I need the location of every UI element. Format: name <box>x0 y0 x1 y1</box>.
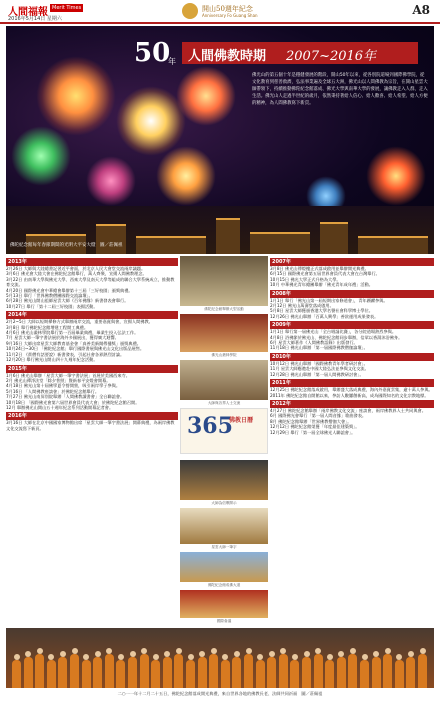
hero-title: 人間佛教時期 <box>188 49 267 64</box>
monk-head <box>211 648 217 654</box>
monk-figure <box>12 660 21 688</box>
year-heading: 2010年 <box>270 353 434 361</box>
hero-number-suffix: 年 <box>168 57 176 66</box>
timeline-event: 8月 佛陀紀念館舉辦「世界佛教僧伽大會」。 <box>270 418 352 424</box>
masthead <box>0 0 440 24</box>
monk-figure <box>82 660 91 688</box>
monk-figure <box>279 654 288 688</box>
anniversary-badge <box>182 3 272 19</box>
monk-head <box>292 654 298 660</box>
calendar-number: 365 <box>187 413 233 439</box>
photo-master-teaching: 大師為信眾開示 <box>180 460 268 500</box>
timeline-event: 2月12日 佛光山萬壽堂落成啟用。 <box>270 303 334 309</box>
timeline-event: 1月1日 舉行第一屆佛光山「全台唱誦比賽」，各分院道場熱烈參與。 <box>270 329 397 335</box>
photo-meeting: 大師與各界人士交流 <box>180 360 268 400</box>
monk-head <box>37 648 43 654</box>
monk-figure <box>383 654 392 688</box>
monk-figure <box>348 654 357 688</box>
monk-head <box>72 648 78 654</box>
timeline-event: 6月28日 佛光山開山祖師星雲大師《百年佛緣》新書發表會舉行。 <box>6 298 129 304</box>
timeline-event: 6月 星雲大師著作《人間佛教語錄》出版發行。 <box>270 340 358 346</box>
monk-figure <box>58 657 67 688</box>
monk-figure <box>360 660 369 688</box>
timeline-event: 10月24日~30日 「佛陀紀念館」舉行國際書展與佛光山文化出版品展售。 <box>6 346 145 352</box>
timeline-event: 6月15日 國際佛光會第五屆世界會員代表大會在台灣舉行。 <box>270 271 380 277</box>
year-heading: 2012年 <box>270 400 434 408</box>
photo-academy: 佛光山叢林學院 <box>180 314 268 352</box>
monk-figure <box>337 657 346 688</box>
year-heading: 2008年 <box>270 290 434 298</box>
monk-head <box>246 648 252 654</box>
timeline-event: 2月26日 大師與大陸總書記習近平會面，於北京人民大會堂交流兩岸議題。 <box>6 266 146 271</box>
monk-head <box>164 651 170 657</box>
monk-head <box>222 654 228 660</box>
monk-head <box>350 648 356 654</box>
timeline-event: 9月16日 大師出席星雲大師教育基金會「真善美新聞傳播獎」頒獎典禮。 <box>6 340 141 346</box>
timeline-event: 5月13日 舉行「世界佛教僧團國際交流論壇」。 <box>6 293 93 299</box>
monk-figure <box>140 654 149 688</box>
timeline-event: 4月18日 佛光山第十屆佛學夏令營開營，吸引兩岸學子參與。 <box>6 383 121 389</box>
timeline-event: 2月 佛光山禪淨法堂「除夕普照」暨新春平安燈會開幕。 <box>6 377 111 383</box>
timeline-event: 12月29日 舉行「第一屆全球佛光人聯誼會」。 <box>270 429 356 435</box>
calendar-book-image <box>180 408 268 454</box>
year-heading: 2016年 <box>6 412 178 420</box>
monk-figure <box>267 657 276 688</box>
bottom-ceremony-photo <box>6 628 434 688</box>
hero-title-bar <box>182 42 418 64</box>
firework-image <box>176 66 236 126</box>
timeline-event: 11月2日 《貧僧有話要說》新書發表，引起社會各界熱烈討論。 <box>6 351 125 357</box>
monk-head <box>373 651 379 657</box>
timeline-event: 12月28日 佛光山舉辦「第一屆人間佛教研討會」。 <box>270 371 364 377</box>
monk-head <box>304 651 310 657</box>
monk-figure <box>256 660 265 688</box>
monk-head <box>48 654 54 660</box>
monk-figure <box>302 657 311 688</box>
monk-figure <box>209 654 218 688</box>
monk-head <box>385 648 391 654</box>
monk-head <box>408 651 414 657</box>
timeline-left-column <box>6 256 178 431</box>
timeline-event: 12月25日 佛陀紀念館落成啟用，舉辦盛大落成典禮，海內外嘉賓雲集，逾十萬人參與。 <box>270 387 433 393</box>
anniversary-title: 開山50週年紀念 <box>202 5 253 13</box>
monk-head <box>106 648 112 654</box>
timeline-event: 7月27日 佛光山南屏別院舉辦「人間佛教讀書會」全台聯誼會。 <box>6 394 125 400</box>
timeline-event: 11月 星雲大師應邀赴中國大陸弘法並參與文化交流。 <box>270 366 369 372</box>
calendar-subtitle: 佛教日曆 <box>229 417 254 424</box>
page-number: A8 <box>412 3 430 17</box>
firework-image <box>36 56 116 136</box>
monk-figure <box>174 654 183 688</box>
monk-head <box>188 654 194 660</box>
monk-figure <box>93 657 102 688</box>
timeline-event: 11月18日 佛光山舉辦「第一屆國際佛教僧伽論壇」。 <box>270 345 368 351</box>
monk-figure <box>290 660 299 688</box>
timeline-event: 4月6日 佛光山叢林學院舉行第一百屆畢業典禮，畢業生投入弘法工作。 <box>6 330 139 336</box>
timeline-event: 1月6日 佛光山舉辦「星雲大師一筆字書法展」首展於美國西來寺。 <box>6 372 130 378</box>
monk-head <box>141 648 147 654</box>
timeline-event: 3月22日 由南華大學與佛光大學、西來大學及南天大學等組成的聯合大學系統成立，推動教育交流。 <box>6 276 175 288</box>
timeline-event: 2月2~5日 大師以短期禪修方式舉辦兩岸交流，重要嘉賓與會，宣揚人間佛教。 <box>6 319 153 325</box>
monk-figure <box>198 657 207 688</box>
year-heading: 2009年 <box>270 321 434 329</box>
publication-date: 2016年5月14日 星期六 <box>8 16 62 22</box>
monk-figure <box>418 654 427 688</box>
timeline-event: 10月 中華佛光青年總團舉辦「佛光青年成年禮」活動。 <box>270 282 373 288</box>
monk-figure <box>406 657 415 688</box>
anniversary-emblem-icon <box>182 3 198 19</box>
firework-image <box>11 126 71 186</box>
timeline-event: 1月1日 舉行「佛光山第一屆短期出家修道會」，青年踴躍參與。 <box>270 297 388 303</box>
timeline-event: 12月26日 佛光山舉辦「百萬人興學」善款運用成果發表。 <box>270 313 379 319</box>
year-heading: 2013年 <box>6 258 178 266</box>
monk-head <box>95 651 101 657</box>
monk-head <box>396 654 402 660</box>
timeline-event: 12月 舉辦佛光山開山五十週年紀念系列活動開幕記者會。 <box>6 404 114 410</box>
monk-head <box>338 651 344 657</box>
monk-head <box>327 654 333 660</box>
monk-figure <box>395 660 404 688</box>
photo-column <box>180 256 268 626</box>
year-heading: 2007年 <box>270 258 434 266</box>
anniversary-subtitle: Anniversary Fo Guang Shan <box>202 13 258 18</box>
monk-head <box>234 651 240 657</box>
photo-conference: 國際會議 <box>180 590 268 618</box>
timeline-event: 12月12日 佛陀紀念館榮獲「年度最佳建築獎」。 <box>270 424 360 430</box>
timeline-event: 12月20日 舉行佛光山開山四十九週年紀念活動。 <box>6 357 98 363</box>
monk-figure <box>244 654 253 688</box>
photo-memorial-path: 佛陀紀念館成佛大道 <box>180 552 268 582</box>
monk-head <box>315 648 321 654</box>
monk-figure <box>325 660 334 688</box>
firework-image <box>366 146 426 206</box>
timeline-event: 3月16日 大師在北京中國國家博物館出席「星雲大師一筆字書法展」開幕典禮，為兩岸佛教文化交流寫下新頁。 <box>6 420 175 431</box>
timeline-event: 10月27日 舉行「第十二屆三好校園」表揚活動。 <box>6 303 98 309</box>
year-heading: 2014年 <box>6 311 178 319</box>
monk-head <box>176 648 182 654</box>
timeline-event: 4月8日 浴佛節於佛光山、佛陀紀念館同步舉辦，信眾以香湯沐浴佛身。 <box>270 334 403 340</box>
timeline-event: 10月12日 佛光山舉辦「國際佛教青年學者研討會」。 <box>270 360 368 366</box>
hero-years: 2007~2016年 <box>286 49 377 64</box>
monk-head <box>60 651 66 657</box>
timeline-right-column <box>270 256 434 435</box>
hero-banner <box>6 26 434 254</box>
monk-head <box>14 654 20 660</box>
newspaper-logo-en: Merit Times <box>52 5 82 11</box>
monk-figure <box>314 654 323 688</box>
hero-number: 50 <box>134 38 171 68</box>
monk-head <box>153 654 159 660</box>
timeline-event: 5月8日 星雲大師獲頒香港大學名譽社會科學博士學位。 <box>270 308 373 314</box>
timeline-event: 10月18日 「國際佛光會第六屆世界會員代表大會」於佛陀紀念館召開。 <box>6 399 140 405</box>
monk-figure <box>105 654 114 688</box>
monk-head <box>269 651 275 657</box>
monk-head <box>199 651 205 657</box>
monk-head <box>280 648 286 654</box>
monk-figure <box>70 654 79 688</box>
firework-image <box>156 146 216 206</box>
monk-head <box>130 651 136 657</box>
photo-crowd: 佛陀紀念館舉辦大型活動 <box>180 256 268 306</box>
newspaper-logo: 人間福報 <box>8 7 48 18</box>
hero-caption: 佛陀紀念館每年春節期間的光明大平安大燈 圖／莊佩祖 <box>10 243 123 248</box>
monk-figure <box>372 657 381 688</box>
firework-image <box>86 156 136 206</box>
monk-head <box>420 648 426 654</box>
monk-head <box>25 651 31 657</box>
monk-head <box>118 654 124 660</box>
timeline-event: 10月15日 佛光大學正式升格為大學。 <box>270 276 341 282</box>
year-heading: 2015年 <box>6 365 178 373</box>
timeline-event: 4月27日 佛陀紀念館舉辦「兩岸佛教文化交流」座談會，兩岸佛教界人士共同與會。 <box>270 407 426 413</box>
monk-figure <box>24 657 33 688</box>
hero-intro-text: 佛光山的第五個十年是穩健發展的階段，開山50年以來，從各別院道場到國際佛學院，從文化教育到慈善救濟，弘法事業遍及全球五大洲，佛光山以人間佛教為宗旨，在開山星雲大師帶領下，持續推動佛陀紀念館落成、佛光大學與南華大學的發展，讓佛教走入人群，走入生活。佛光山人走過半世紀的歲月，依然秉持著給人信心、給人歡喜、給人希望、給人方便的精神，為人間佛教寫下新頁。 <box>252 73 428 106</box>
monk-figure <box>163 657 172 688</box>
timeline-event: 3月8日 佛光山傳燈樓正式落成啟用並舉辦開光典禮。 <box>270 266 369 271</box>
timeline-event: 6月 國際佛光會舉行「第一屆人間音緣」歌曲發表。 <box>270 413 367 419</box>
photo-calligraphy: 星雲大師一筆字 <box>180 508 268 544</box>
timeline-event: 2011年 佛陀紀念館自開館以來，參訪人數屢創新高，成為國際知名的文化宗教地標。 <box>270 392 429 398</box>
monk-figure <box>232 657 241 688</box>
timeline-event: 5月16日 「人間佛教座談會」於佛陀紀念館舉行。 <box>6 388 100 394</box>
bottom-photo-caption: 二○一一年十二月二十五日，佛陀紀念館落成開光典禮，來自世界各地的佛教長老、法師共同祈福 圖／莊佩祖 <box>117 691 323 696</box>
monk-figure <box>151 660 160 688</box>
monk-head <box>362 654 368 660</box>
monk-head <box>257 654 263 660</box>
monk-figure <box>128 657 137 688</box>
timeline-event: 3月8日 舉行佛陀紀念館增建工程開工典禮。 <box>6 324 89 330</box>
timeline-event: 7月 星雲大師一筆字書法展於海外多國展出，獲得廣大迴響。 <box>6 335 119 341</box>
timeline-event: 3月6日 佛光會大陸大會在佛陀紀念館舉行，萬人齊聚，宣揚人間佛教理念。 <box>6 271 147 277</box>
timeline-event: 4月20日 國際佛光會中華總會舉辦第十三屆「三好校園」頒獎典禮。 <box>6 287 133 293</box>
monk-figure <box>116 660 125 688</box>
monk-figure <box>221 660 230 688</box>
monk-figure <box>35 654 44 688</box>
monk-figure <box>47 660 56 688</box>
monk-figure <box>186 660 195 688</box>
year-heading: 2011年 <box>270 379 434 387</box>
monk-head <box>83 654 89 660</box>
